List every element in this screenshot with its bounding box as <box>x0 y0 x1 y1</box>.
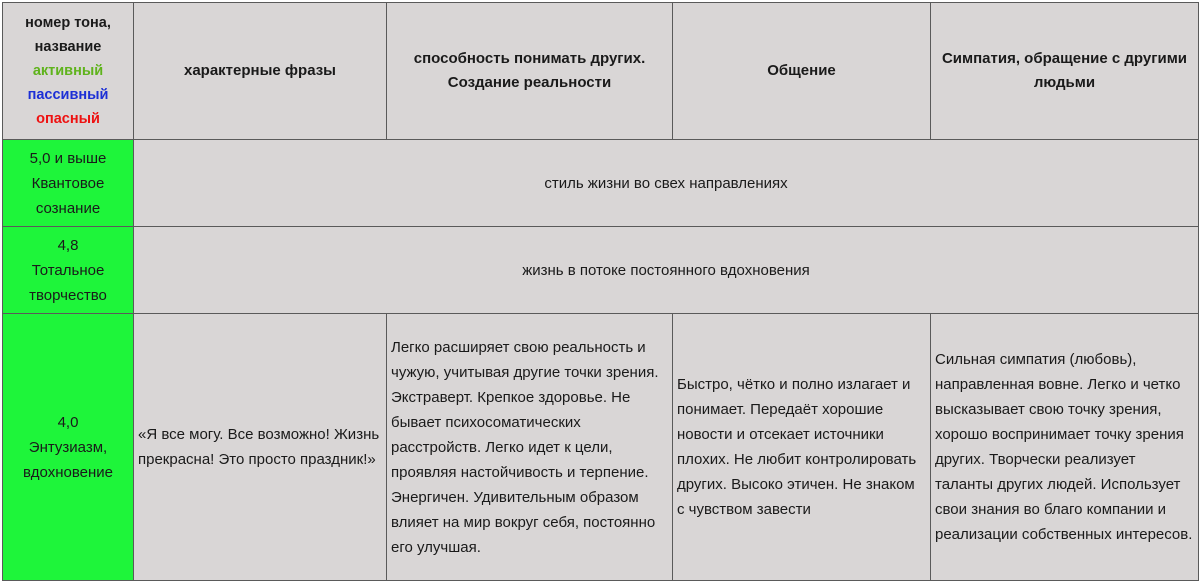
tone-value: 5,0 и выше <box>29 149 107 167</box>
tone-name: Энтузиазм, <box>28 438 108 456</box>
header-understanding <box>387 3 673 140</box>
header-tone-line2: название <box>34 39 102 55</box>
tone-cell <box>3 227 134 314</box>
legend-active: активный <box>32 63 104 79</box>
tone-scale-table <box>2 2 1199 581</box>
header-row <box>3 3 1199 140</box>
tone-name-cont: сознание <box>35 199 101 217</box>
tone-cell <box>3 140 134 227</box>
table-row <box>3 227 1199 314</box>
tone-name: Тотальное <box>31 261 105 279</box>
legend-passive: пассивный <box>27 87 109 103</box>
header-tone-line1: номер тона, <box>25 15 111 31</box>
header-communication: Общение <box>673 3 931 140</box>
phrases-cell: «Я все могу. Все возможно! Жизнь прекрасна! Это просто праздник!» <box>134 314 387 581</box>
tone-cell <box>3 314 134 581</box>
header-sympathy: Симпатия, обращение с другими людьми <box>931 3 1199 140</box>
header-understanding-line2: Создание реальности <box>447 74 612 91</box>
merged-description: стиль жизни во свех направлениях <box>134 140 1199 227</box>
tone-name: Квантовое <box>31 174 105 192</box>
tone-name-cont: вдохновение <box>23 463 113 481</box>
tone-value: 4,0 <box>57 413 79 431</box>
tone-name-cont: творчество <box>29 286 107 304</box>
sympathy-cell: Сильная симпатия (любовь), направленная вовне. Легко и четко высказывает свою точку зрения, хорошо воспринимает точку зрения других. Творчески реализует таланты других людей. Использует свои знания во благо компании и реализации собственных интересов. <box>931 314 1199 581</box>
legend-dangerous: опасный <box>36 111 100 127</box>
merged-description: жизнь в потоке постоянного вдохновения <box>134 227 1199 314</box>
understanding-cell: Легко расширяет свою реальность и чужую, учитывая другие точки зрения. Экстраверт. Крепкое здоровье. Не бывает психосоматических расстройств. Легко идет к цели, проявляя настойчивость и терпение. Энергичен. Удивительным образом влияет на мир вокруг себя, постоянно его улучшая. <box>387 314 673 581</box>
header-understanding-line1: способность понимать других. <box>413 50 646 67</box>
tone-value: 4,8 <box>57 236 79 254</box>
communication-cell: Быстро, чётко и полно излагает и понимает. Передаёт хорошие новости и отсекает источники плохих. Не любит контролировать других. Высоко этичен. Не знаком с чувством завести <box>673 314 931 581</box>
header-phrases: характерные фразы <box>134 3 387 140</box>
header-tone-name <box>3 3 134 140</box>
table-row <box>3 314 1199 581</box>
table-row <box>3 140 1199 227</box>
